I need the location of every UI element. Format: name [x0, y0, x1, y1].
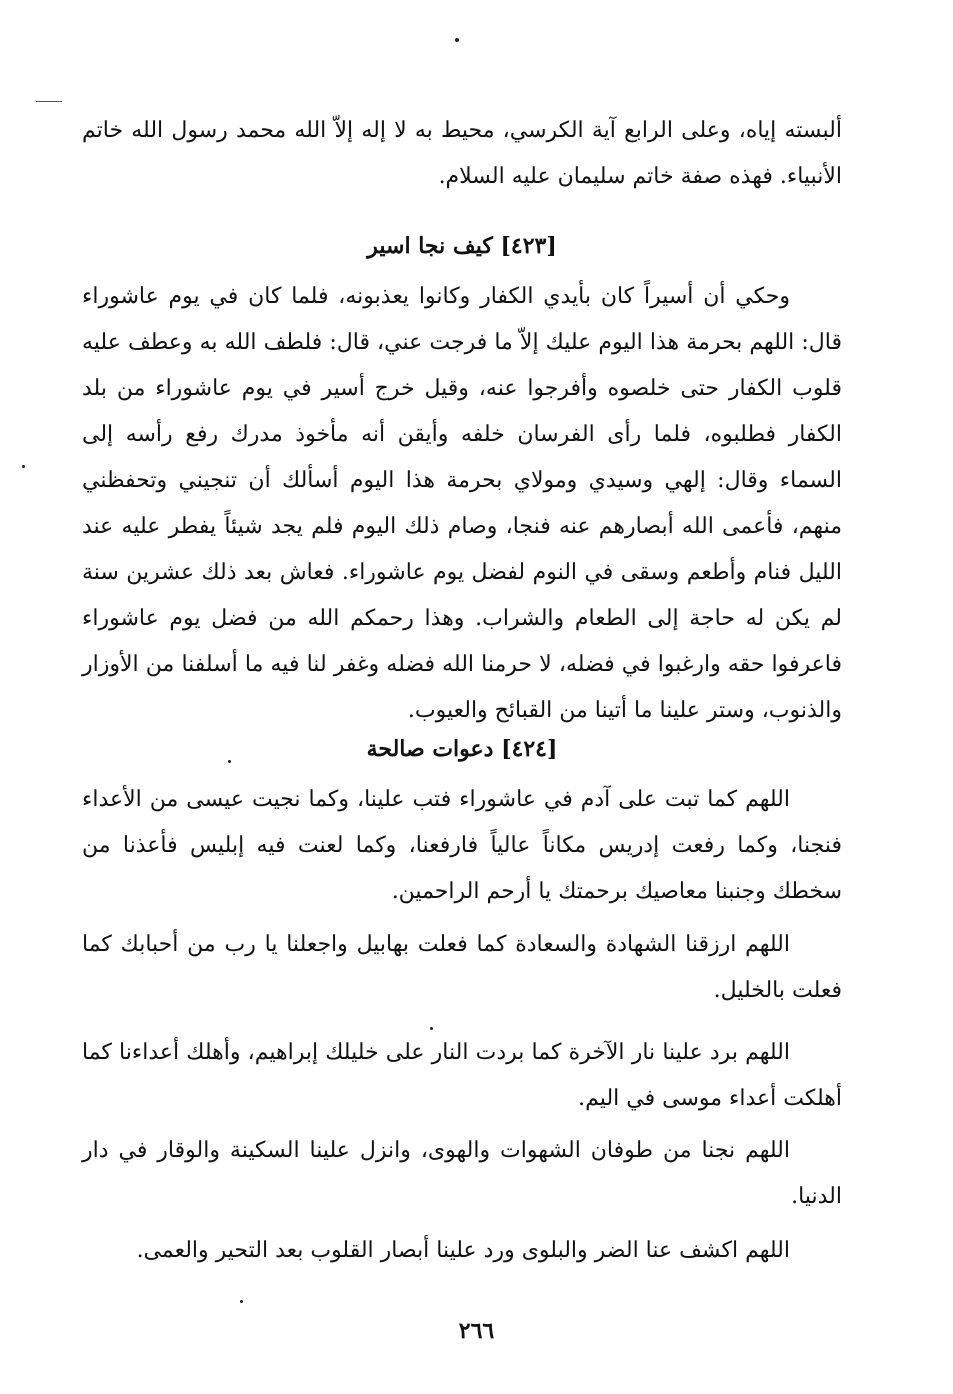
- scan-mark: [36, 101, 62, 102]
- section-424-heading: [٤٢٤] دعوات صالحة: [366, 736, 558, 762]
- prayer-paragraph-1: اللهم كما تبت على آدم في عاشوراء فتب علينا، وكما نجيت عيسى من الأعداء فنجنا، وكما رفعت إدريس مكاناً عالياً فارفعنا، وكما لعنت فيه إبليس فأعذنا من سخطك وجنبنا معاصيك برحمتك يا أرحم الراحمين.: [82, 787, 842, 904]
- opening-paragraph: ألبسته إياه، وعلى الرابع آية الكرسي، محيط به لا إله إلاّ الله محمد رسول الله خاتم الأنبياء. فهذه صفة خاتم سليمان عليه السلام.: [82, 118, 842, 189]
- section-423-heading: [٤٢٣] كيف نجا اسير: [367, 233, 557, 259]
- scan-speck: [240, 1300, 243, 1303]
- prayer-paragraph-2: اللهم ارزقنا الشهادة والسعادة كما فعلت بهابيل واجعلنا يا رب من أحبابك كما فعلت بالخليل.: [82, 932, 842, 1003]
- prayer-paragraph-5: اللهم اكشف عنا الضر والبلوى ورد علينا أبصار القلوب بعد التحير والعمى.: [136, 1238, 790, 1263]
- prayer-paragraph-3: اللهم برد علينا نار الآخرة كما بردت النار على خليلك إبراهيم، وأهلك أعداءنا كما أهلكت أعداء موسى في اليم.: [82, 1040, 842, 1111]
- prayer-paragraph-4: اللهم نجنا من طوفان الشهوات والهوى، وانزل علينا السكينة والوقار في دار الدنيا.: [82, 1138, 842, 1209]
- scan-speck: [22, 465, 25, 468]
- page-number: ٢٦٦: [458, 1318, 495, 1344]
- scan-speck: [455, 38, 459, 42]
- section-423-paragraph: وحكي أن أسيراً كان بأيدي الكفار وكانوا يعذبونه، فلما كان في يوم عاشوراء قال: اللهم بحرمة هذا اليوم عليك إلاّ ما فرجت عني، قال: فلطف الله به وعطف عليه قلوب الكفار حتى خلصوه وأفرجوا عنه، وقيل خرج أسير في يوم عاشوراء من بلد الكفار فطلبوه، فلما رأى الفرسان خلفه وأيقن أنه مأخوذ مدرك رفع رأسه إلى السماء وقال: إلهي وسيدي ومولاي بحرمة هذا اليوم أسألك أن تنجيني وتحفظني منهم، فأعمى الله أبصارهم عنه فنجا، وصام ذلك اليوم فلم يجد شيئاً يفطر عليه عند الليل فنام وأطعم وسقى في النوم لفضل يوم عاشوراء. فعاش بعد ذلك عشرين سنة لم يكن له حاجة إلى الطعام والشراب. وهذا رحمكم الله من فضل يوم عاشوراء فاعرفوا حقه وارغبوا في فضله، لا حرمنا الله فضله وغفر لنا فيه ما أسلفنا من الأوزار والذنوب، وستر علينا ما أتينا من القبائح والعيوب.: [82, 284, 842, 723]
